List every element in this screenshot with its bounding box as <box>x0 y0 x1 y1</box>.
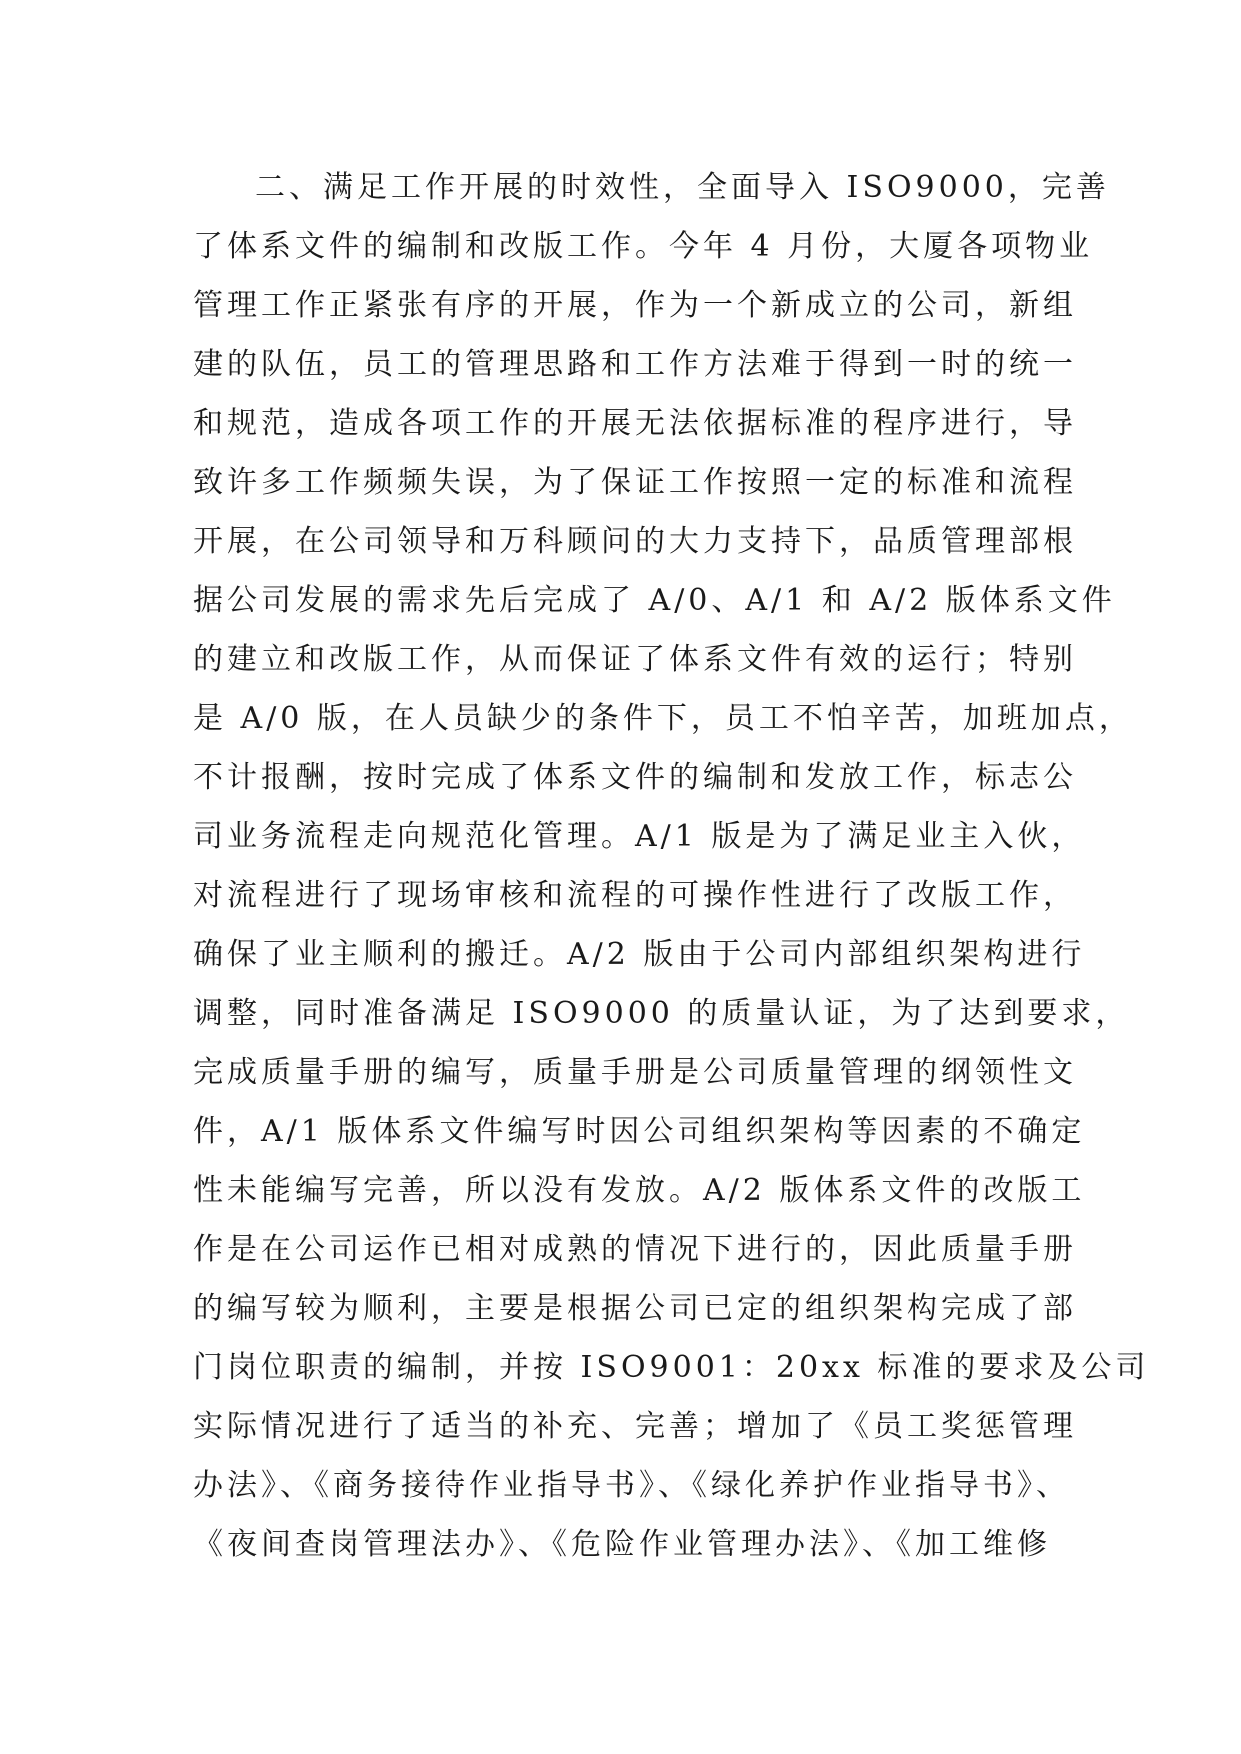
paragraph-line: 办法》、《商务接待作业指导书》、《绿化养护作业指导书》、 <box>193 1468 1070 1503</box>
paragraph-line: 调整，同时准备满足 ISO9000 的质量认证，为了达到要求， <box>193 996 1130 1031</box>
paragraph-line: 的建立和改版工作，从而保证了体系文件有效的运行；特别 <box>193 642 1077 677</box>
paragraph-line: 完成质量手册的编写，质量手册是公司质量管理的纲领性文 <box>193 1055 1077 1090</box>
body-paragraph <box>193 158 1150 1574</box>
paragraph-line: 二、满足工作开展的时效性，全面导入 ISO9000，完善 <box>255 170 1110 205</box>
paragraph-line: 和规范，造成各项工作的开展无法依据标准的程序进行，导 <box>193 406 1077 441</box>
paragraph-line: 实际情况进行了适当的补充、完善；增加了《员工奖惩管理 <box>193 1409 1077 1444</box>
paragraph-line: 建的队伍，员工的管理思路和工作方法难于得到一时的统一 <box>193 347 1077 382</box>
paragraph-line: 性未能编写完善，所以没有发放。A/2 版体系文件的改版工 <box>193 1173 1086 1208</box>
paragraph-line: 确保了业主顺利的搬迁。A/2 版由于公司内部组织架构进行 <box>193 937 1086 972</box>
paragraph-line: 《夜间查岗管理法办》、《危险作业管理办法》、《加工维修 <box>193 1527 1051 1562</box>
paragraph-line: 不计报酬，按时完成了体系文件的编制和发放工作，标志公 <box>193 760 1077 795</box>
paragraph-line: 致许多工作频频失误，为了保证工作按照一定的标准和流程 <box>193 465 1077 500</box>
paragraph-line: 司业务流程走向规范化管理。A/1 版是为了满足业主入伙， <box>193 819 1086 854</box>
paragraph-line: 了体系文件的编制和改版工作。今年 4 月份，大厦各项物业 <box>193 229 1094 264</box>
paragraph-line: 据公司发展的需求先后完成了 A/0、A/1 和 A/2 版体系文件 <box>193 583 1116 618</box>
paragraph-line: 件，A/1 版体系文件编写时因公司组织架构等因素的不确定 <box>193 1114 1086 1149</box>
paragraph-line: 管理工作正紧张有序的开展，作为一个新成立的公司，新组 <box>193 288 1077 323</box>
paragraph-line: 开展，在公司领导和万科顾问的大力支持下，品质管理部根 <box>193 524 1077 559</box>
paragraph-line: 作是在公司运作已相对成熟的情况下进行的，因此质量手册 <box>193 1232 1077 1267</box>
paragraph-line: 的编写较为顺利，主要是根据公司已定的组织架构完成了部 <box>193 1291 1077 1326</box>
paragraph-line: 门岗位职责的编制，并按 ISO9001：20xx 标准的要求及公司 <box>193 1350 1150 1385</box>
paragraph-line: 对流程进行了现场审核和流程的可操作性进行了改版工作， <box>193 878 1077 913</box>
paragraph-line: 是 A/0 版，在人员缺少的条件下，员工不怕辛苦，加班加点， <box>193 701 1133 736</box>
